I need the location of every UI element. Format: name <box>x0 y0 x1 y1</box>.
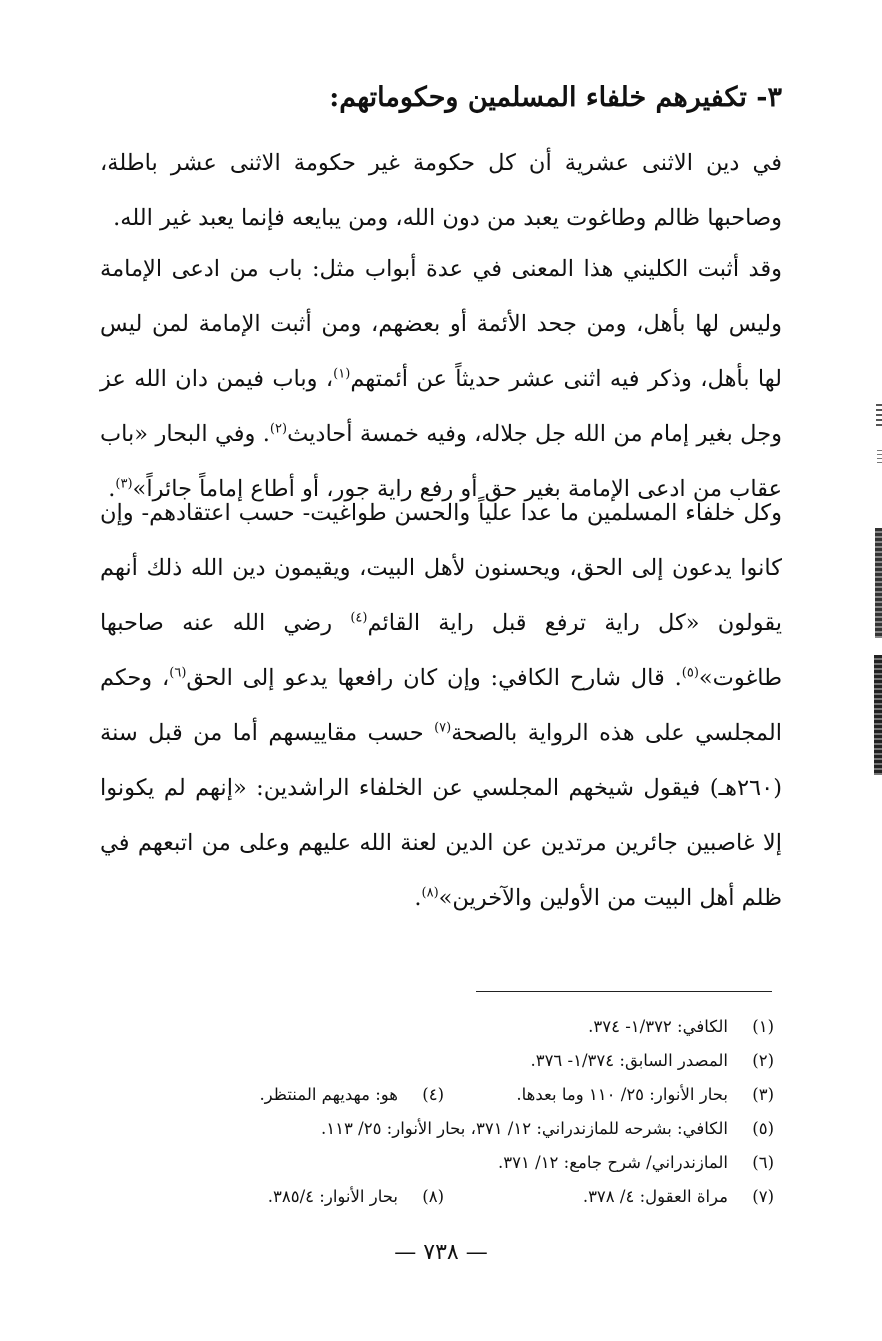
footnote-text: بحار الأنوار: ٣٨٥/٤. <box>267 1187 398 1206</box>
footnote-row <box>150 1078 774 1112</box>
footnote-5 <box>321 1112 774 1146</box>
footnote-number: (٢) <box>752 1051 774 1070</box>
footnote-text: المازندراني/ شرح جامع: ١٢/ ٣٧١. <box>498 1153 728 1172</box>
footnote-number: (٣) <box>752 1085 774 1104</box>
paragraph-2-text: وقد أثبت الكليني هذا المعنى في عدة أبواب مثل: باب من ادعى الإمامة وليس لها بأهل، ومن جحد الأئمة أو بعضهم، ومن أثبت الإمامة لمن ليس لها بأهل، وذكر فيه اثنى عشر حديثاً عن أئمتهم <box>100 256 782 392</box>
footnote-2 <box>530 1044 774 1078</box>
footnote-ref-6: (٦) <box>169 665 187 681</box>
footnote-row <box>150 1180 774 1214</box>
paragraph-1: في دين الاثنى عشرية أن كل حكومة غير حكومة الاثنى عشر باطلة، وصاحبها ظالم وطاغوت يعبد من دون الله، ومن يبايعه فإنما يعبد غير الله. <box>100 150 782 231</box>
footnote-text: مراة العقول: ٤/ ٣٧٨. <box>582 1187 728 1206</box>
paragraph-3-text: ، وحكم المجلسي على هذه الرواية بالصحة <box>100 665 782 746</box>
footnote-row <box>150 1112 774 1146</box>
footnote-4 <box>259 1078 444 1112</box>
footnote-ref-5: (٥) <box>681 665 699 681</box>
footnote-number: (٧) <box>752 1187 774 1206</box>
footnote-row <box>150 1146 774 1180</box>
footnote-number: (٨) <box>422 1187 444 1206</box>
footnote-text: الكافي: ١/٣٧٢- ٣٧٤. <box>588 1017 728 1036</box>
footnote-number: (١) <box>752 1017 774 1036</box>
paragraph-2-text: . وفي البحار «باب عقاب من ادعى الإمامة بغير حق أو رفع راية جور، أو أطاع إماماً جائراً» <box>100 421 782 502</box>
scan-margin-mark <box>875 528 882 638</box>
paragraph-3-text: وكل خلفاء المسلمين ما عدا علياً والحسن طواغيت- حسب اعتقادهم- وإن كانوا يدعون إلى الحق، ويحسنون لأهل البيت، ويقيمون دين الله ذلك أنهم يقولون «كل راية ترفع قبل راية القائم <box>100 500 782 636</box>
paragraph-2-text: . <box>108 476 116 502</box>
footnote-number: (٦) <box>752 1153 774 1172</box>
scan-margin-mark <box>877 450 882 466</box>
page-number: — ٧٣٨ — <box>394 1240 488 1265</box>
paragraph-3-text: حسب مقاييسهم أما من قبل سنة (٢٦٠هـ) فيقول شيخهم المجلسي عن الخلفاء الراشدين: «إنهم لم يكونوا إلا غاصبين جائرين مرتدين عن الدين لعنة الله عليهم وعلى من اتبعهم في ظلم أهل البيت من الأولين والآخرين» <box>100 720 782 911</box>
footnote-text: الكافي: بشرحه للمازندراني: ١٢/ ٣٧١، بحار الأنوار: ٢٥/ ١١٣. <box>321 1119 728 1138</box>
footnote-divider <box>476 991 772 992</box>
footnote-number: (٤) <box>422 1085 444 1104</box>
footnote-text: المصدر السابق: ١/٣٧٤- ٣٧٦. <box>530 1051 728 1070</box>
paragraph-2 <box>100 242 782 517</box>
footnote-ref-3: (٣) <box>115 476 133 492</box>
footnote-6 <box>498 1146 774 1180</box>
scan-margin-mark <box>876 404 882 426</box>
footnote-ref-1: (١) <box>333 366 351 382</box>
paragraph-3 <box>100 486 782 926</box>
paragraph-3-text: رضي الله عنه صاحبها طاغوت» <box>100 610 782 691</box>
footnote-ref-8: (٨) <box>421 885 439 901</box>
footnote-text: هو: مهديهم المنتظر. <box>259 1085 398 1104</box>
section-heading: ٣- تكفيرهم خلفاء المسلمين وحكوماتهم: <box>329 82 782 113</box>
footnote-ref-7: (٧) <box>434 720 452 736</box>
footnotes <box>150 1010 774 1214</box>
footnote-number: (٥) <box>752 1119 774 1138</box>
paragraph-3-text: . قال شارح الكافي: وإن كان رافعها يدعو إلى الحق <box>186 665 682 691</box>
footnote-row <box>150 1010 774 1044</box>
footnote-1 <box>588 1010 774 1044</box>
paragraph-3-text: . <box>414 885 422 911</box>
footnote-8 <box>268 1180 444 1214</box>
footnote-row <box>150 1044 774 1078</box>
footnote-ref-2: (٢) <box>269 421 288 437</box>
footnote-3 <box>444 1078 774 1112</box>
paragraph-2-text: ، وباب فيمن دان الله عز وجل بغير إمام من الله جل جلاله، وفيه خمسة أحاديث <box>100 366 782 447</box>
footnote-7 <box>444 1180 774 1214</box>
footnote-ref-4: (٤) <box>350 610 368 626</box>
footnote-text: بحار الأنوار: ٢٥/ ١١٠ وما بعدها. <box>516 1085 728 1104</box>
scan-margin-mark <box>874 655 882 775</box>
